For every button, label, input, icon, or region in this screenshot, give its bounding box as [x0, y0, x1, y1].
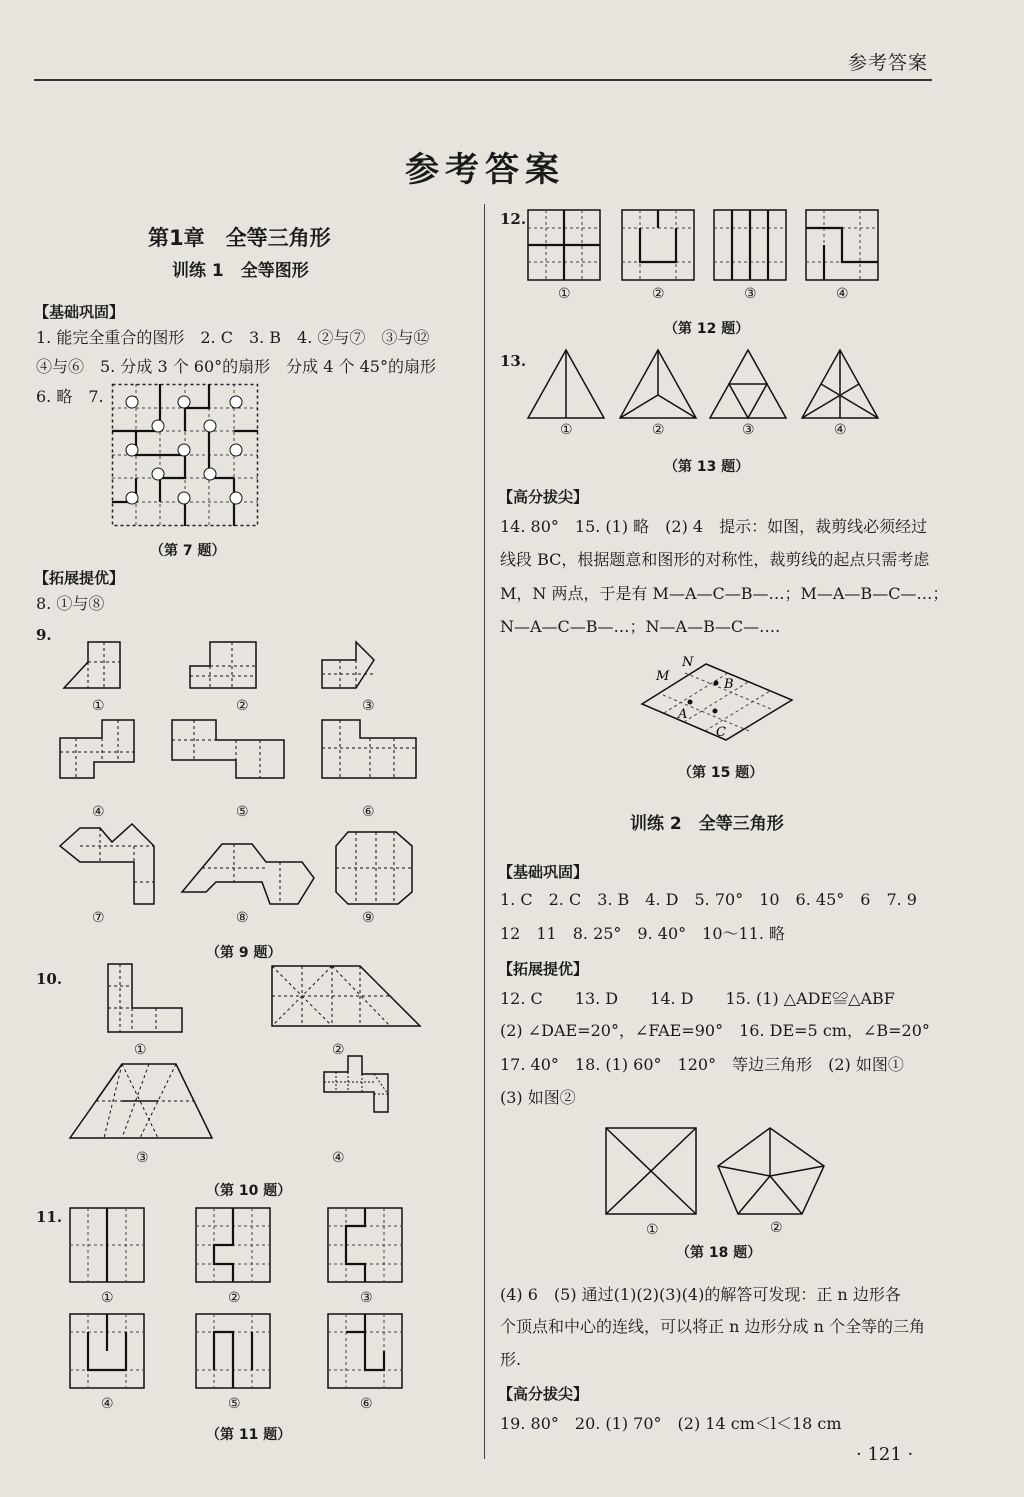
figure-label: ⑤	[228, 1396, 241, 1412]
question-number: 9.	[36, 626, 52, 644]
question-number: 11.	[36, 1208, 63, 1226]
figure-label: ⑦	[92, 910, 105, 926]
figure-label: ③	[360, 1290, 373, 1306]
figure-label: ②	[652, 286, 665, 302]
figure-label: ③	[742, 422, 755, 438]
figure-caption: （第 13 题）	[664, 459, 750, 475]
section-high-2: 【高分拔尖】	[498, 1385, 589, 1403]
figure-label: ①	[558, 286, 571, 302]
answer-line: M，N 两点，于是有 M—A—C—B—…；M—A—B—C—…；	[500, 584, 949, 603]
figure-label: ④	[92, 804, 105, 820]
answer-line: 形.	[500, 1350, 522, 1369]
section-basic: 【基础巩固】	[34, 303, 125, 321]
question-number: 10.	[36, 970, 63, 988]
figure-label: ②	[770, 1220, 783, 1236]
figure-caption: （第 12 题）	[664, 321, 750, 337]
answer-line: (2) ∠DAE=20°，∠FAE=90° 16. DE=5 cm，∠B=20°	[500, 1021, 930, 1040]
figure-label: ①	[92, 698, 105, 714]
figure-label: ③	[136, 1150, 149, 1166]
answer-line: 12 11 8. 25° 9. 40° 10～11. 略	[500, 924, 786, 943]
figure-caption: （第 11 题）	[206, 1427, 292, 1443]
figure-label: ②	[332, 1042, 345, 1058]
label-N: N	[682, 655, 694, 670]
answer-line: 17. 40° 18. (1) 60° 120° 等边三角形 (2) 如图①	[500, 1055, 904, 1074]
section-basic-2: 【基础巩固】	[498, 863, 589, 881]
figure-caption: （第 18 题）	[676, 1245, 762, 1261]
figure-label: ⑥	[360, 1396, 373, 1412]
figure-label: ②	[236, 698, 249, 714]
answer-line: 8. ①与⑧	[36, 594, 105, 613]
figure-label: ④	[836, 286, 849, 302]
answer-line: N—A—C—B—…；N—A—B—C—….	[500, 617, 781, 636]
training-1-title: 训练 1 全等图形	[172, 261, 309, 281]
answer-line: (3) 如图②	[500, 1088, 576, 1107]
answer-line: 12. C 13. D 14. D 15. (1) △ADE≌△ABF	[500, 989, 895, 1008]
figure-10	[68, 964, 438, 1144]
answer-line: 1. C 2. C 3. B 4. D 5. 70° 10 6. 45° 6 7. 9	[500, 890, 917, 909]
figure-label: ④	[101, 1396, 114, 1412]
section-extension: 【拓展提优】	[34, 569, 125, 587]
figure-label: ①	[560, 422, 573, 438]
figure-label: ②	[652, 422, 665, 438]
label-A: A	[678, 707, 688, 722]
header-rule	[34, 79, 932, 81]
label-C: C	[716, 725, 726, 740]
column-divider	[484, 204, 485, 1459]
figure-label: ②	[228, 1290, 241, 1306]
label-B: B	[724, 677, 734, 692]
figure-7	[112, 384, 258, 526]
label-M: M	[656, 669, 670, 684]
figure-12	[526, 208, 882, 284]
figure-label: ③	[362, 698, 375, 714]
question-number: 12.	[500, 210, 527, 228]
figure-caption: （第 15 题）	[678, 765, 764, 781]
section-extension-2: 【拓展提优】	[498, 960, 589, 978]
chapter-title: 第1章 全等三角形	[148, 226, 331, 250]
figure-label: ⑨	[362, 910, 375, 926]
figure-13	[526, 348, 884, 422]
figure-label: ①	[101, 1290, 114, 1306]
answer-line: ④与⑥ 5. 分成 3 个 60°的扇形 分成 4 个 45°的扇形	[36, 357, 436, 376]
figure-label: ⑧	[236, 910, 249, 926]
figure-9	[56, 632, 416, 932]
answer-line: (4) 6 (5) 通过(1)(2)(3)(4)的解答可发现：正 n 边形各	[500, 1285, 901, 1304]
question-number: 13.	[500, 352, 527, 370]
figure-label: ⑥	[362, 804, 375, 820]
figure-caption: （第 10 题）	[206, 1183, 292, 1199]
figure-18	[604, 1126, 828, 1218]
header-title: 参考答案	[847, 52, 928, 74]
figure-caption: （第 9 题）	[206, 945, 282, 961]
figure-15	[640, 652, 800, 748]
answer-line: 1. 能完全重合的图形 2. C 3. B 4. ②与⑦ ③与⑫	[36, 328, 430, 347]
page-title: 参考答案	[405, 150, 565, 190]
answer-line: 14. 80° 15. (1) 略 (2) 4 提示：如图，裁剪线必须经过	[500, 517, 928, 536]
answer-line: 19. 80° 20. (1) 70° (2) 14 cm＜l＜18 cm	[500, 1414, 842, 1433]
figure-label: ①	[134, 1042, 147, 1058]
figure-label: ④	[834, 422, 847, 438]
page-number: · 121 ·	[856, 1444, 914, 1465]
answer-line: 线段 BC，根据题意和图形的对称性，裁剪线的起点只需考虑	[500, 550, 930, 569]
figure-label: ③	[744, 286, 757, 302]
answer-line: 个顶点和中心的连线，可以将正 n 边形分成 n 个全等的三角	[500, 1317, 925, 1336]
section-high: 【高分拔尖】	[498, 488, 589, 506]
training-2-title: 训练 2 全等三角形	[630, 814, 784, 834]
figure-label: ①	[646, 1222, 659, 1238]
figure-label: ⑤	[236, 804, 249, 820]
answer-line: 6. 略 7.	[36, 387, 104, 406]
figure-caption: （第 7 题）	[150, 543, 226, 559]
figure-label: ④	[332, 1150, 345, 1166]
